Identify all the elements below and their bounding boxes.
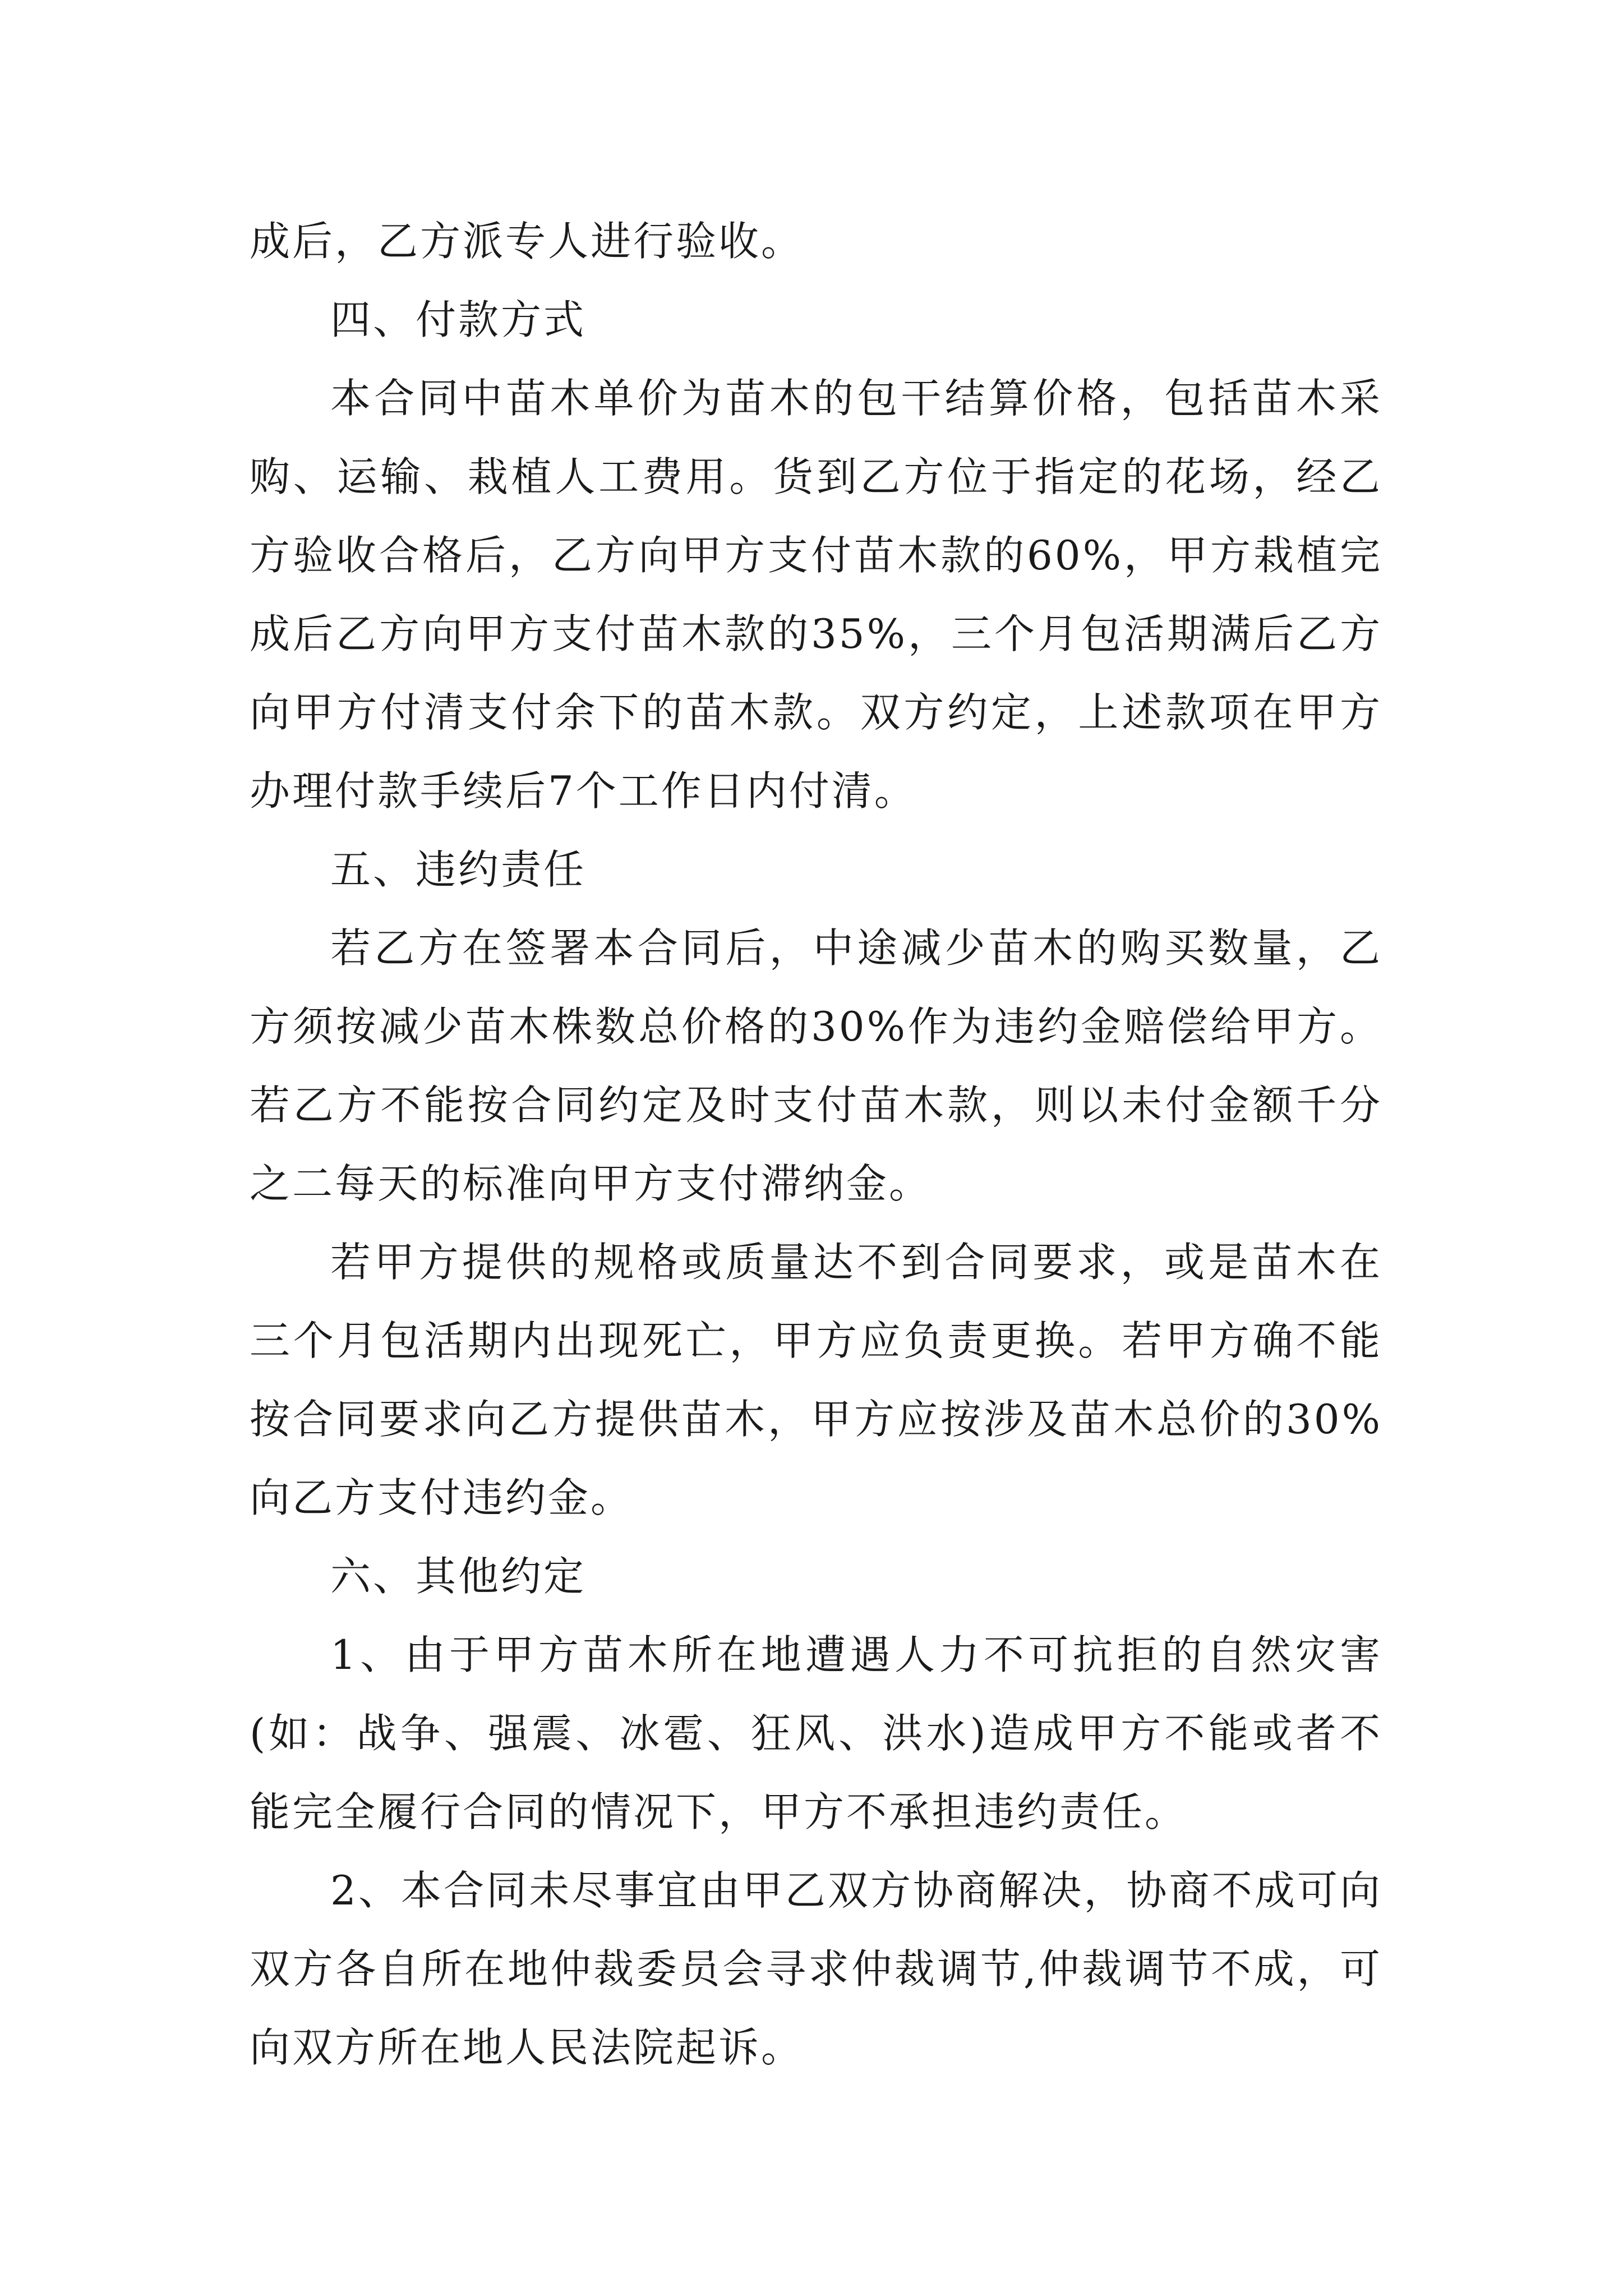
section-heading-payment: 四、付款方式 [330, 296, 587, 343]
paragraph-dispute-resolution: 2、本合同未尽事宜由甲乙双方协商解决，协商不成可向双方各自所在地仲裁委员会寻求仲裁调节,仲裁调节不成，可向双方所在地人民法院起诉。 [250, 1867, 1382, 2071]
document-body [250, 202, 1382, 2087]
section-heading-other: 六、其他约定 [330, 1553, 587, 1600]
paragraph-liability-party-b: 若乙方在签署本合同后，中途减少苗木的购买数量，乙方须按减少苗木株数总价格的30%作为违约金赔偿给甲方。若乙方不能按合同约定及时支付苗木款，则以未付金额千分之二每天的标准向甲方支付滞纳金。 [250, 924, 1382, 1207]
paragraph-payment-terms: 本合同中苗木单价为苗木的包干结算价格，包括苗木采购、运输、栽植人工费用。货到乙方位于指定的花场，经乙方验收合格后，乙方向甲方支付苗木款的60%，甲方栽植完成后乙方向甲方支付苗木款的35%，三个月包活期满后乙方向甲方付清支付余下的苗木款。双方约定，上述款项在甲方办理付款手续后7个工作日内付清。 [250, 375, 1382, 815]
paragraph-force-majeure: 1、由于甲方苗木所在地遭遇人力不可抗拒的自然灾害(如：战争、强震、冰雹、狂风、洪水)造成甲方不能或者不能完全履行合同的情况下，甲方不承担违约责任。 [250, 1631, 1382, 1835]
paragraph-continuation: 成后，乙方派专人进行验收。 [250, 218, 804, 265]
paragraph-liability-party-a: 若甲方提供的规格或质量达不到合同要求，或是苗木在三个月包活期内出现死亡，甲方应负责更换。若甲方确不能按合同要求向乙方提供苗木，甲方应按涉及苗木总价的30%向乙方支付违约金。 [250, 1239, 1382, 1521]
section-heading-liability: 五、违约责任 [330, 846, 587, 893]
